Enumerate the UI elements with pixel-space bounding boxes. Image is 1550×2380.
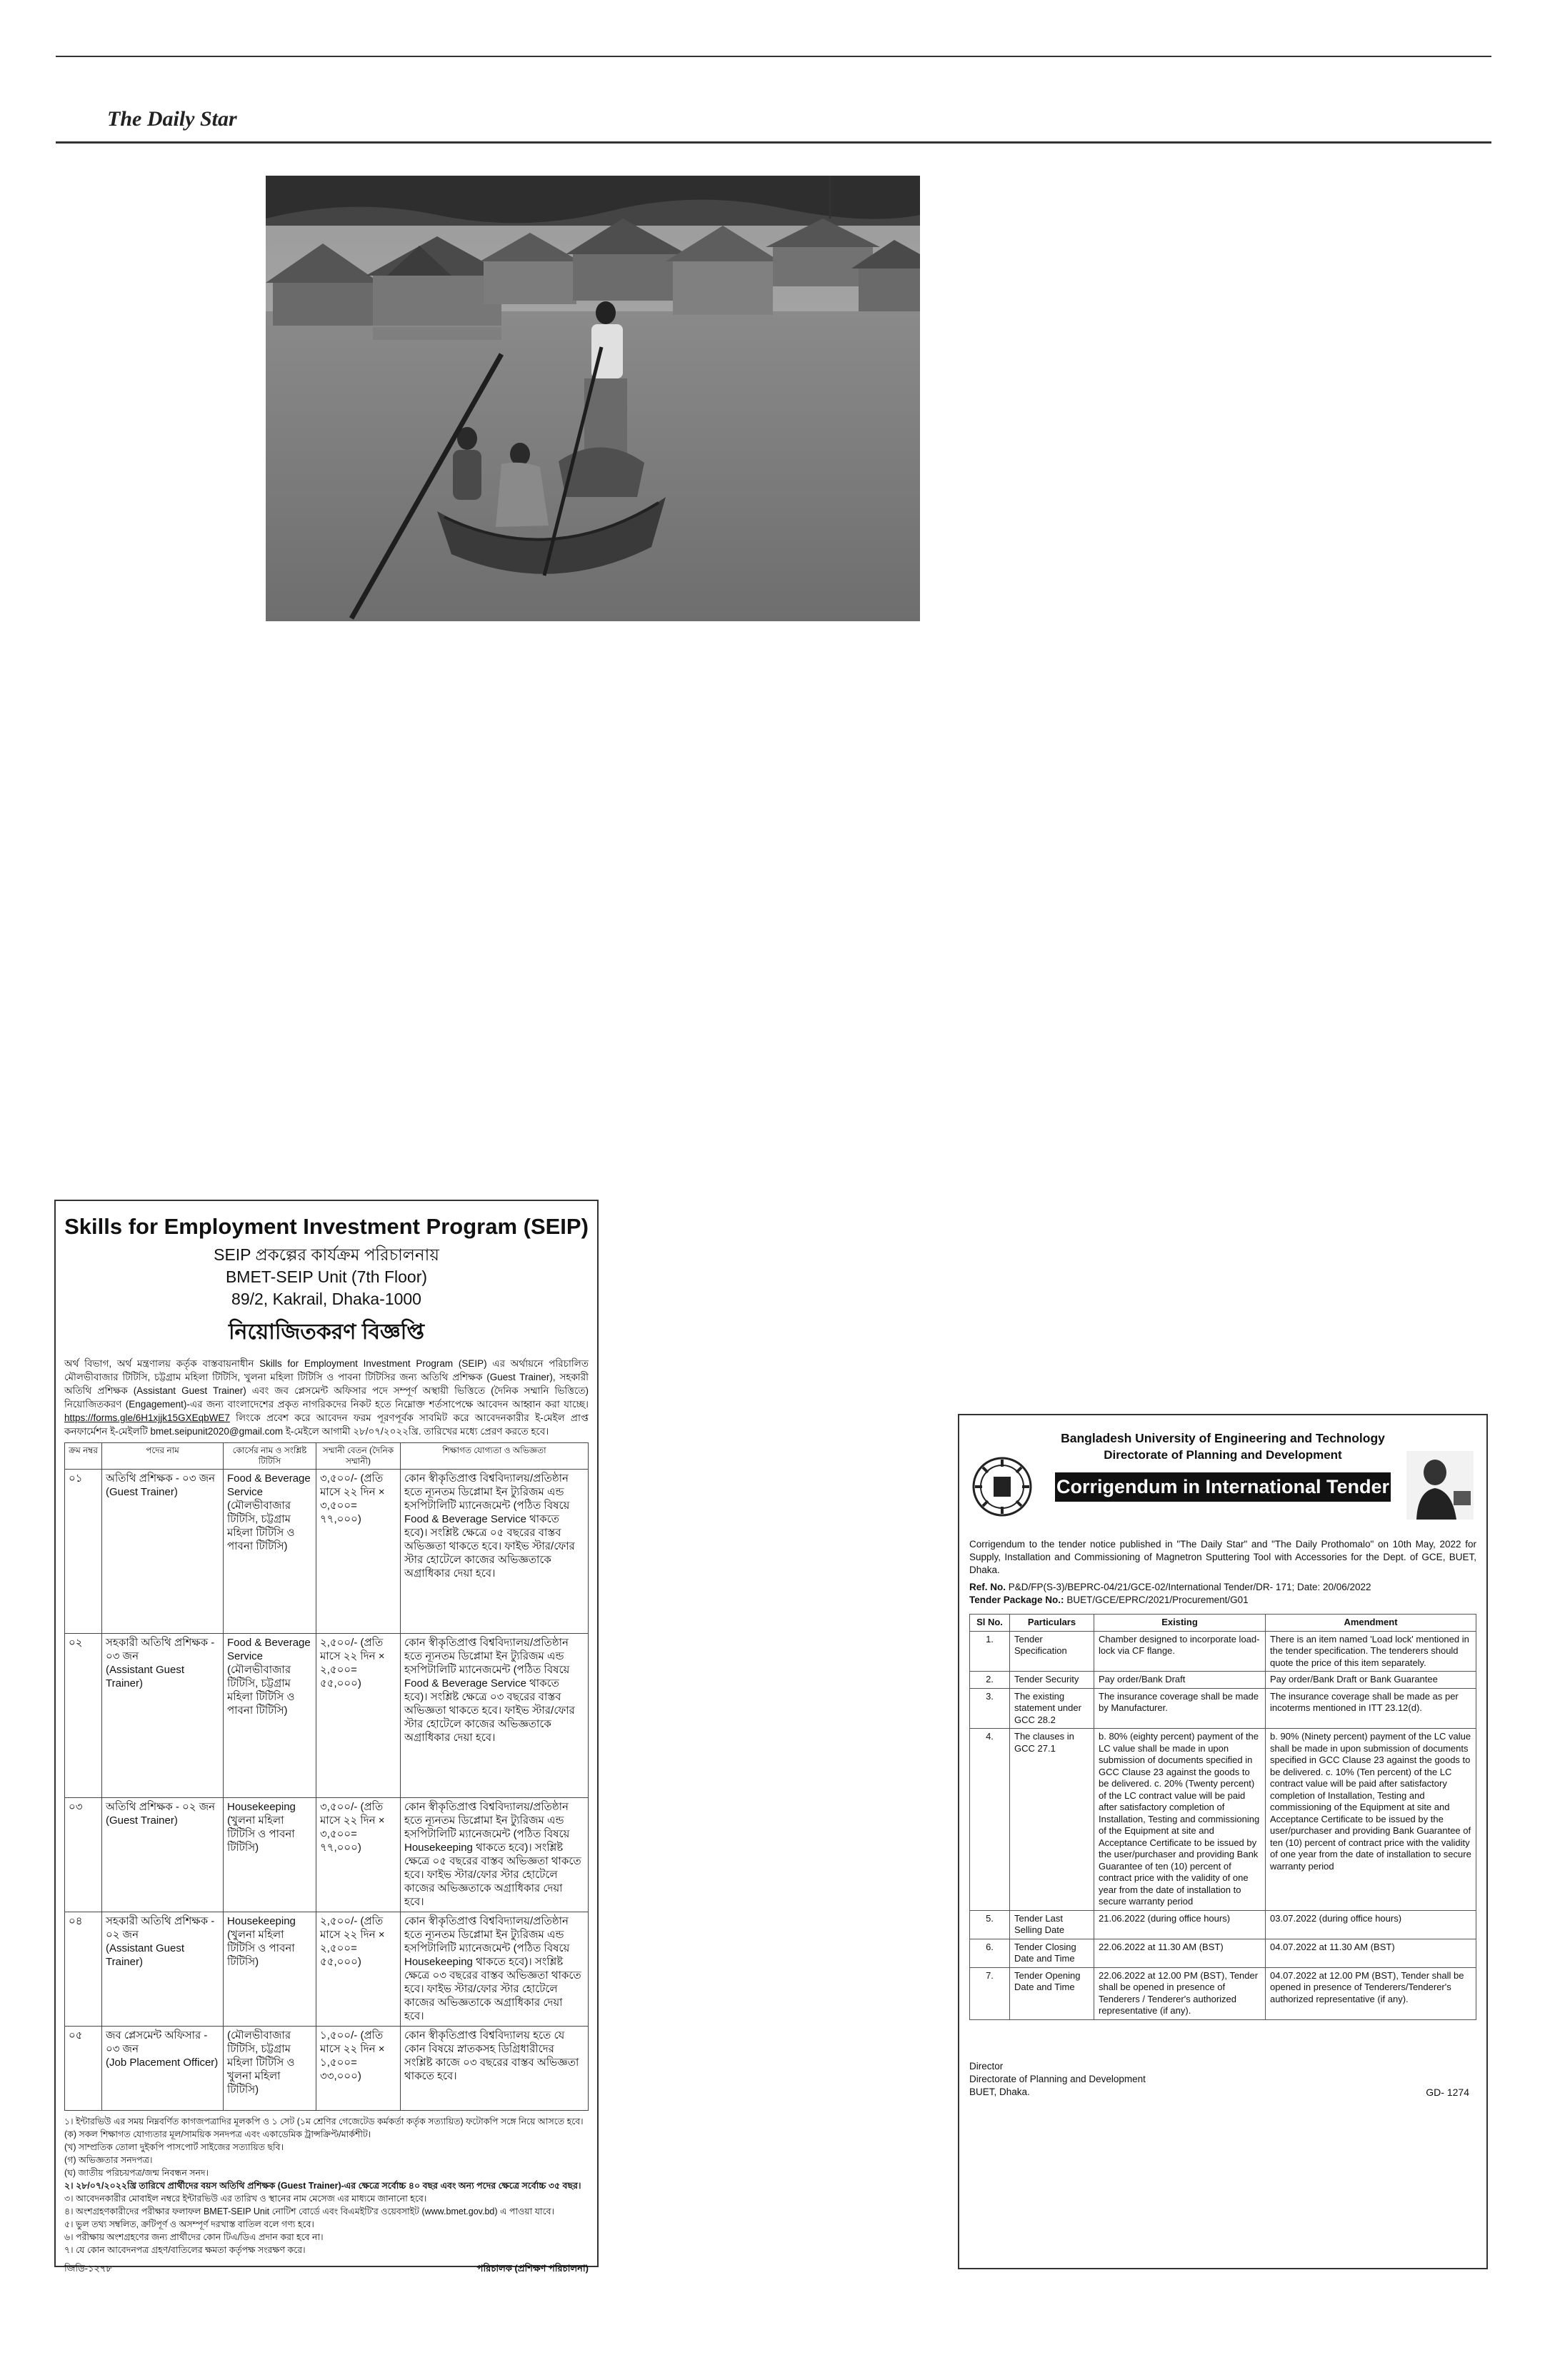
post-bn: সহকারী অতিথি প্রশিক্ষক - ০২ জন bbox=[106, 1915, 215, 1941]
buet-directorate: Directorate of Planning and Development bbox=[1104, 1448, 1342, 1462]
table-row bbox=[65, 1634, 589, 1798]
row-post bbox=[102, 2027, 224, 2111]
row-amendment: The insurance coverage shall be made as per incoterms mentioned in ITT 23.12(d). bbox=[1266, 1688, 1476, 1729]
row-pay: ২,৫০০/- (প্রতি মাসে ২২ দিন × ২,৫০০= ৫৫,০০০) bbox=[316, 1634, 401, 1798]
buet-banner: Corrigendum in International Tender bbox=[1055, 1472, 1391, 1502]
row-post bbox=[102, 1912, 224, 2027]
post-en: (Assistant Guest Trainer) bbox=[106, 1664, 185, 1689]
row-sl: 5. bbox=[970, 1910, 1010, 1939]
row-no: ০১ bbox=[65, 1470, 102, 1634]
buet-header bbox=[969, 1431, 1476, 1538]
seip-note: (গ) অভিজ্ঞতার সনদপত্র। bbox=[64, 2155, 153, 2165]
post-en: (Job Placement Officer) bbox=[106, 2057, 219, 2069]
row-amendment: 04.07.2022 at 11.30 AM (BST) bbox=[1266, 1939, 1476, 1967]
seip-note: ৬। পরীক্ষায় অংশগ্রহণের জন্য প্রার্থীদের কোন টিএ/ডিএ প্রদান করা হবে না। bbox=[64, 2232, 324, 2242]
table-row bbox=[65, 2027, 589, 2111]
table-row bbox=[970, 1967, 1476, 2019]
course-ttc: (মৌলভীবাজার টিটিসি, চট্টগ্রাম মহিলা টিটিসি ও পাবনা টিটিসি) bbox=[227, 1500, 295, 1552]
seip-notes bbox=[64, 2115, 589, 2256]
row-course bbox=[224, 2027, 316, 2111]
row-existing: Chamber designed to incorporate load-lock via CF flange. bbox=[1094, 1631, 1266, 1672]
row-amendment: There is an item named 'Load lock' mentioned in the tender specification. The tenderers should quote the price of this item separately. bbox=[1266, 1631, 1476, 1672]
row-course bbox=[224, 1798, 316, 1912]
seip-ad bbox=[54, 1200, 599, 2274]
seip-intro-text2: লিংকে প্রবেশ করে আবেদন ফরম পূরণপূর্বক সাবমিট করে আবেদনকারীর ই-মেইল প্রাপ্ত কনফার্মেশন ই-মেইলটি bmet.seipunit2020@gmail.com ই-মেইলে আগামী ২৮/০৭/২০২২খ্রি. তারিখের মধ্যে প্রেরণ করতে হবে। bbox=[64, 1412, 589, 1437]
seip-note: ৫। ভুল তথ্য সম্বলিত, ক্রটিপূর্ণ ও অসম্পূর্ণ দরখাস্ত বাতিল বলে গণ্য হবে। bbox=[64, 2219, 314, 2229]
table-row bbox=[65, 1798, 589, 1912]
course-ttc: (খুলনা মহিলা টিটিসি ও পাবনা টিটিসি) bbox=[227, 1929, 295, 1968]
row-no: ০২ bbox=[65, 1634, 102, 1798]
row-pay: ১,৫০০/- (প্রতি মাসে ২২ দিন × ১,৫০০= ৩৩,০০০) bbox=[316, 2027, 401, 2111]
row-course bbox=[224, 1912, 316, 2027]
row-particulars: Tender Specification bbox=[1010, 1631, 1094, 1672]
seip-th-pay: সম্মানী বেতন (দৈনিক সম্মানী) bbox=[316, 1443, 401, 1470]
seip-form-link[interactable]: https://forms.gle/6H1xjjk15GXEqbWE7 bbox=[64, 1412, 230, 1423]
buet-intro: Corrigendum to the tender notice published in "The Daily Star" and "The Daily Prothomalo" on 10th May, 2022 for Supply, Installation and Commissioning of Magnetron Sputtering Tool with Accessories for the Dept. of GCE, BUET, Dhaka. bbox=[969, 1539, 1476, 1575]
seip-signatory: পরিচালক (প্রশিক্ষণ পরিচালনা) bbox=[476, 2263, 589, 2274]
buet-university: Bangladesh University of Engineering and Technology bbox=[1061, 1431, 1385, 1445]
seip-note: ৭। যে কোন আবেদনপত্র গ্রহণ/বাতিলের ক্ষমতা কর্তৃপক্ষ সংরক্ষণ করে। bbox=[64, 2245, 306, 2255]
table-row bbox=[65, 1912, 589, 2027]
course-en: Food & Beverage Service bbox=[227, 1637, 311, 1662]
course-en: Housekeeping bbox=[227, 1915, 296, 1927]
seip-intro bbox=[64, 1357, 589, 1438]
row-sl: 2. bbox=[970, 1672, 1010, 1689]
ref-label: Ref. No. bbox=[969, 1582, 1006, 1592]
course-ttc: (খুলনা মহিলা টিটিসি ও পাবনা টিটিসি) bbox=[227, 1814, 295, 1854]
course-en: Housekeeping bbox=[227, 1801, 296, 1813]
row-existing: 22.06.2022 at 12.00 PM (BST), Tender shall be opened in presence of Tenderers / Tenderer's authorized representative (if any). bbox=[1094, 1967, 1266, 2019]
buet-th-existing: Existing bbox=[1094, 1615, 1266, 1632]
row-sl: 3. bbox=[970, 1688, 1010, 1729]
buet-table bbox=[969, 1614, 1476, 2020]
buet-th-particulars: Particulars bbox=[1010, 1615, 1094, 1632]
row-sl: 7. bbox=[970, 1967, 1010, 2019]
masthead-logo: The Daily Star bbox=[107, 107, 237, 131]
seip-footer bbox=[64, 2262, 589, 2277]
row-existing: 22.06.2022 at 11.30 AM (BST) bbox=[1094, 1939, 1266, 1967]
buet-th-amendment: Amendment bbox=[1266, 1615, 1476, 1632]
post-bn: অতিথি প্রশিক্ষক - ০৩ জন bbox=[106, 1472, 216, 1485]
masthead-rule bbox=[56, 141, 1491, 144]
flood-photo bbox=[266, 176, 920, 621]
sig-office: Directorate of Planning and Development bbox=[969, 2073, 1146, 2084]
table-row bbox=[970, 1910, 1476, 1939]
row-qual: কোন স্বীকৃতিপ্রাপ্ত বিশ্ববিদ্যালয় হতে যে কোন বিষয়ে স্নাতকসহ ডিগ্রিধারীদের সংশ্লিষ্ট কাজে ০৩ বছরের বাস্তব অভিজ্ঞতা থাকতে হবে। bbox=[401, 2027, 589, 2111]
portrait-icon bbox=[1406, 1451, 1474, 1520]
table-row bbox=[65, 1470, 589, 1634]
row-course bbox=[224, 1634, 316, 1798]
buet-th-sl: Sl No. bbox=[970, 1615, 1010, 1632]
post-en: (Assistant Guest Trainer) bbox=[106, 1942, 185, 1968]
seip-th-post: পদের নাম bbox=[102, 1443, 224, 1470]
ref-value: P&D/FP(S-3)/BEPRC-04/21/GCE-02/International Tender/DR- 171; Date: 20/06/2022 bbox=[1008, 1582, 1371, 1592]
row-particulars: Tender Security bbox=[1010, 1672, 1094, 1689]
row-particulars: Tender Last Selling Date bbox=[1010, 1910, 1094, 1939]
row-particulars: Tender Opening Date and Time bbox=[1010, 1967, 1094, 2019]
buet-ref bbox=[969, 1581, 1476, 1607]
post-en: (Guest Trainer) bbox=[106, 1814, 178, 1827]
row-qual: কোন স্বীকৃতিপ্রাপ্ত বিশ্ববিদ্যালয়/প্রতিষ্ঠান হতে ন্যূনতম ডিপ্লোমা ইন ট্যুরিজম এন্ড হসপিটালিটি ম্যানেজমেন্ট (পঠিত বিষয়ে Food & Beverage Service থাকতে হবে)। সংশ্লিষ্ট ক্ষেত্রে ০৩ বছরের বাস্তব অভিজ্ঞতা থাকতে হবে। ফাইভ স্টার/ফোর স্টার হোটেলে কাজের অভিজ্ঞতাকে অগ্রাধিকার দেয়া হবে। bbox=[401, 1634, 589, 1798]
table-row bbox=[970, 1939, 1476, 1967]
row-no: ০৫ bbox=[65, 2027, 102, 2111]
buet-gd-number: GD- 1274 bbox=[1426, 2086, 1469, 2098]
seip-note: ২। ২৮/০৭/২০২২খ্রি তারিখে প্রার্থীদের বয়স অতিথি প্রশিক্ষক (Guest Trainer)-এর ক্ষেত্রে সর্বোচ্চ ৪০ বছর এবং অন্য পদের ক্ষেত্রে সর্বোচ্চ ৩৫ বছর। bbox=[64, 2181, 581, 2191]
seip-sub1: SEIP প্রকল্পের কার্যক্রম পরিচালনায় bbox=[214, 1245, 439, 1264]
row-sl: 6. bbox=[970, 1939, 1010, 1967]
row-no: ০৩ bbox=[65, 1798, 102, 1912]
row-existing: Pay order/Bank Draft bbox=[1094, 1672, 1266, 1689]
row-sl: 4. bbox=[970, 1729, 1010, 1911]
seip-sub2: BMET-SEIP Unit (7th Floor) bbox=[225, 1267, 428, 1286]
sig-title: Director bbox=[969, 2060, 1004, 2072]
post-bn: সহকারী অতিথি প্রশিক্ষক - ০৩ জন bbox=[106, 1637, 215, 1662]
seip-title: Skills for Employment Investment Program (SEIP) bbox=[64, 1214, 589, 1239]
row-post bbox=[102, 1798, 224, 1912]
seip-table bbox=[64, 1442, 589, 2111]
seip-note: (ক) সকল শিক্ষাগত যোগ্যতার মূল/সাময়িক সনদপত্র এবং একাডেমিক ট্রান্সক্রিপ্ট/মার্কশীট। bbox=[64, 2129, 371, 2139]
row-particulars: Tender Closing Date and Time bbox=[1010, 1939, 1094, 1967]
buet-signature bbox=[969, 2060, 1476, 2099]
row-particulars: The existing statement under GCC 28.2 bbox=[1010, 1688, 1094, 1729]
post-en: (Guest Trainer) bbox=[106, 1486, 178, 1498]
row-amendment: 04.07.2022 at 12.00 PM (BST), Tender shall be opened in presence of Tenderers/Tenderer's authorized representative (if any). bbox=[1266, 1967, 1476, 2019]
sig-place: BUET, Dhaka. bbox=[969, 2086, 1030, 2097]
row-existing: The insurance coverage shall be made by Manufacturer. bbox=[1094, 1688, 1266, 1729]
seip-intro-text: অর্থ বিভাগ, অর্থ মন্ত্রণালয় কর্তৃক বাস্তবায়নাধীন Skills for Employment Investment Program (SEIP) এর অর্থায়নে পরিচালিত মৌলভীবাজার টিটিসি, চট্টগ্রাম মহিলা টিটিসি, খুলনা মহিলা টিটিসি ও পাবনা টিটিসির জন্য অতিথি প্রশিক্ষক (Guest Trainer), সহকারী অতিথি প্রশিক্ষক (Assistant Guest Trainer) এবং জব প্লেসমেন্ট অফিসার পদে সম্পূর্ণ অস্থায়ী ভিত্তিতে (দৈনিক সম্মানি ভিত্তিতে) নিয়োজিতকরণ (Engagement)-এর জন্য বাংলাদেশের প্রকৃত নাগরিকদের নিকট হতে নিম্নোক্ত শর্তসাপেক্ষে আবেদন আহ্বান করা যাচ্ছে। bbox=[64, 1358, 589, 1410]
seip-note: (খ) সাম্প্রতিক তোলা দুইকপি পাসপোর্ট সাইজের সত্যায়িত ছবি। bbox=[64, 2142, 284, 2152]
table-row bbox=[970, 1631, 1476, 1672]
row-post bbox=[102, 1470, 224, 1634]
seip-gd-number: জিডি-১২৭৮ bbox=[64, 2263, 112, 2274]
row-pay: ২,৫০০/- (প্রতি মাসে ২২ দিন × ২,৫০০= ৫৫,০০০) bbox=[316, 1912, 401, 2027]
row-sl: 1. bbox=[970, 1631, 1010, 1672]
seip-note: (ঘ) জাতীয় পরিচয়পত্র/জন্ম নিবন্ধন সনদ। bbox=[64, 2168, 209, 2178]
table-row bbox=[970, 1688, 1476, 1729]
top-rule bbox=[56, 56, 1491, 57]
post-bn: জব প্লেসমেন্ট অফিসার - ০৩ জন bbox=[106, 2029, 208, 2055]
table-row bbox=[970, 1672, 1476, 1689]
row-amendment: b. 90% (Ninety percent) payment of the LC value shall be made in upon submission of documents specified in GCC Clause 23 against the goods to be delivered. c. 10% (Ten percent) of the LC contract value will be paid after satisfactory completion of Installation, Testing and commissioning of the Equipment at site and Acceptance Certificate to be issued by the user/purchaser and providing Bank Guarantee of ten (10) percent of contract price with the validity of one year from the date of installation to secure warranty period bbox=[1266, 1729, 1476, 1911]
seip-th-no: ক্রম নম্বর bbox=[65, 1443, 102, 1470]
course-en: Food & Beverage Service bbox=[227, 1472, 311, 1498]
row-qual: কোন স্বীকৃতিপ্রাপ্ত বিশ্ববিদ্যালয়/প্রতিষ্ঠান হতে ন্যূনতম ডিপ্লোমা ইন ট্যুরিজম এন্ড হসপিটালিটি ম্যানেজমেন্ট (পঠিত বিষয়ে Housekeeping থাকতে হবে)। সংশ্লিষ্ট ক্ষেত্রে ০৫ বছরের বাস্তব অভিজ্ঞতা থাকতে হবে। ফাইভ স্টার/ফোর স্টার হোটেলে কাজের অভিজ্ঞতাকে অগ্রাধিকার দেয়া হবে। bbox=[401, 1798, 589, 1912]
seip-th-qual: শিক্ষাগত যোগ্যতা ও অভিজ্ঞতা bbox=[401, 1443, 589, 1470]
row-pay: ৩,৫০০/- (প্রতি মাসে ২২ দিন × ৩,৫০০= ৭৭,০০০) bbox=[316, 1798, 401, 1912]
course-ttc: (মৌলভীবাজার টিটিসি, চট্টগ্রাম মহিলা টিটিসি ও পাবনা টিটিসি) bbox=[227, 1664, 295, 1717]
row-particulars: The clauses in GCC 27.1 bbox=[1010, 1729, 1094, 1911]
row-pay: ৩,৫০০/- (প্রতি মাসে ২২ দিন × ৩,৫০০= ৭৭,০০০) bbox=[316, 1470, 401, 1634]
row-amendment: 03.07.2022 (during office hours) bbox=[1266, 1910, 1476, 1939]
table-row bbox=[970, 1729, 1476, 1911]
row-post bbox=[102, 1634, 224, 1798]
seip-heading: নিয়োজিতকরণ বিজ্ঞপ্তি bbox=[228, 1320, 425, 1344]
row-existing: b. 80% (eighty percent) payment of the LC value shall be made in upon submission of documents specified in GCC Clause 23 against the goods to be delivered. c. 20% (Twenty percent) of the LC contract value will be paid after satisfactory completion of Installation, Testing and commissioning of the Equipment at site and Acceptance Certificate to be issued by the user/purchaser and providing Bank Guarantee of ten (10) percent of contract price with the validity of one year from the date of installation to secure warranty period bbox=[1094, 1729, 1266, 1911]
row-no: ০৪ bbox=[65, 1912, 102, 2027]
seip-th-course: কোর্সের নাম ও সংশ্লিষ্ট টিটিসি bbox=[224, 1443, 316, 1470]
row-qual: কোন স্বীকৃতিপ্রাপ্ত বিশ্ববিদ্যালয়/প্রতিষ্ঠান হতে ন্যূনতম ডিপ্লোমা ইন ট্যুরিজম এন্ড হসপিটালিটি ম্যানেজমেন্ট (পঠিত বিষয়ে Food & Beverage Service থাকতে হবে)। সংশ্লিষ্ট ক্ষেত্রে ০৫ বছরের বাস্তব অভিজ্ঞতা থাকতে হবে। ফাইভ স্টার/ফোর স্টার হোটেলে কাজের অভিজ্ঞতাকে অগ্রাধিকার দেয়া হবে। bbox=[401, 1470, 589, 1634]
buet-ad bbox=[958, 1414, 1488, 2269]
seip-note: ৪। অংশগ্রহণকারীদের পরীক্ষার ফলাফল BMET-SEIP Unit নোটিশ বোর্ডে এবং বিএমইটি'র ওয়েবসাইট (www.bmet.gov.bd) এ পাওয়া যাবে। bbox=[64, 2206, 555, 2216]
course-ttc: (মৌলভীবাজার টিটিসি, চট্টগ্রাম মহিলা টিটিসি ও খুলনা মহিলা টিটিসি) bbox=[227, 2029, 295, 2096]
row-course bbox=[224, 1470, 316, 1634]
post-bn: অতিথি প্রশিক্ষক - ০২ জন bbox=[106, 1801, 216, 1813]
seip-note: ৩। আবেদনকারীর মোবাইল নম্বরে ইন্টারভিউ এর তারিখ ও স্থানের নাম মেসেজ এর মাধ্যমে জানানো হবে। bbox=[64, 2194, 427, 2204]
row-qual: কোন স্বীকৃতিপ্রাপ্ত বিশ্ববিদ্যালয়/প্রতিষ্ঠান হতে ন্যূনতম ডিপ্লোমা ইন ট্যুরিজম এন্ড হসপিটালিটি ম্যানেজমেন্ট (পঠিত বিষয়ে Housekeeping থাকতে হবে)। সংশ্লিষ্ট ক্ষেত্রে ০৩ বছরের বাস্তব অভিজ্ঞতা থাকতে হবে। ফাইভ স্টার/ফোর স্টার হোটেলে কাজের অভিজ্ঞতাকে অগ্রাধিকার দেয়া হবে। bbox=[401, 1912, 589, 2027]
pkg-value: BUET/GCE/EPRC/2021/Procurement/G01 bbox=[1066, 1595, 1249, 1605]
seip-sub3: 89/2, Kakrail, Dhaka-1000 bbox=[231, 1290, 421, 1308]
flood-photo-image bbox=[266, 176, 920, 621]
pkg-label: Tender Package No.: bbox=[969, 1595, 1064, 1605]
seip-note: ১। ইন্টারভিউ এর সময় নিম্নবর্ণিত কাগজপত্রাদির মূলকপি ও ১ সেট (১ম শ্রেণির গেজেটেড কর্মকর্তা কর্তৃক সত্যায়িত) ফটোকপি সঙ্গে নিয়ে আসতে হবে। bbox=[64, 2117, 584, 2127]
row-existing: 21.06.2022 (during office hours) bbox=[1094, 1910, 1266, 1939]
row-amendment: Pay order/Bank Draft or Bank Guarantee bbox=[1266, 1672, 1476, 1689]
buet-seal-icon bbox=[972, 1457, 1032, 1517]
